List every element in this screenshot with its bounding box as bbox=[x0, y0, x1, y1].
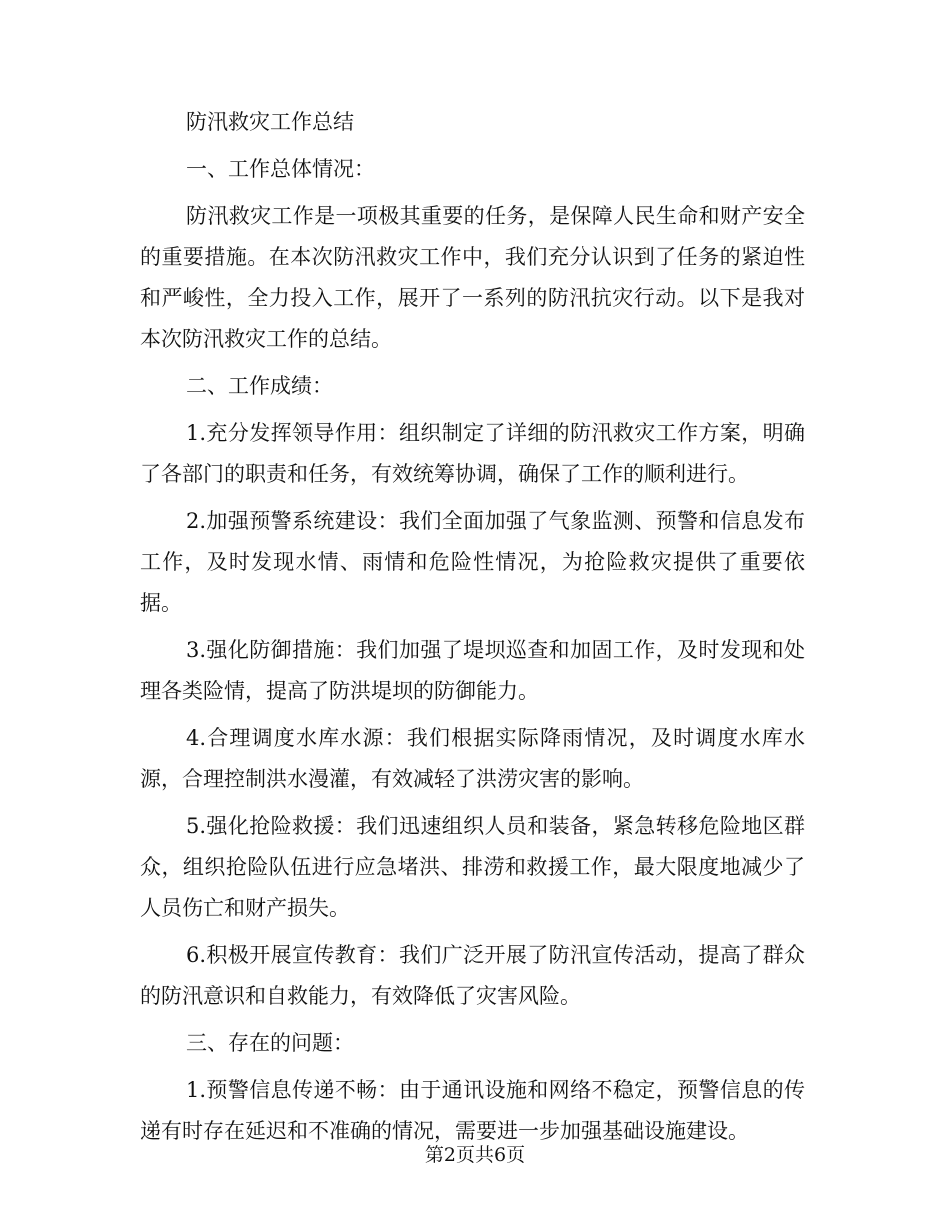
achievement-item: 3.强化防御措施：我们加强了堤坝巡查和加固工作，及时发现和处理各类险情，提高了防洪堤坝的防御能力。 bbox=[140, 638, 805, 703]
achievement-item: 6.积极开展宣传教育：我们广泛开展了防汛宣传活动，提高了群众的防汛意识和自救能力，有效降低了灾害风险。 bbox=[140, 943, 805, 1008]
section-heading-problems: 三、存在的问题： bbox=[186, 1031, 354, 1055]
section-heading-overview: 一、工作总体情况： bbox=[186, 157, 375, 181]
page-number-footer: 第2页共6页 bbox=[424, 1144, 526, 1166]
document-title: 防汛救灾工作总结 bbox=[186, 110, 354, 134]
section-heading-achievements: 二、工作成绩： bbox=[186, 374, 333, 398]
problem-item: 1.预警信息传递不畅：由于通讯设施和网络不稳定，预警信息的传递有时存在延迟和不准确的情况，需要进一步加强基础设施建设。 bbox=[140, 1078, 805, 1143]
achievement-item: 4.合理调度水库水源：我们根据实际降雨情况，及时调度水库水源，合理控制洪水漫灌，有效减轻了洪涝灾害的影响。 bbox=[140, 726, 805, 791]
paragraph-overview: 防汛救灾工作是一项极其重要的任务，是保障人民生命和财产安全的重要措施。在本次防汛救灾工作中，我们充分认识到了任务的紧迫性和严峻性，全力投入工作，展开了一系列的防汛抗灾行动。以下是我对本次防汛救灾工作的总结。 bbox=[140, 204, 805, 351]
document-body bbox=[140, 102, 805, 1152]
achievement-item: 1.充分发挥领导作用：组织制定了详细的防汛救灾工作方案，明确了各部门的职责和任务，有效统筹协调，确保了工作的顺利进行。 bbox=[140, 421, 805, 486]
achievement-item: 2.加强预警系统建设：我们全面加强了气象监测、预警和信息发布工作，及时发现水情、雨情和危险性情况，为抢险救灾提供了重要依据。 bbox=[140, 509, 805, 615]
achievement-item: 5.强化抢险救援：我们迅速组织人员和装备，紧急转移危险地区群众，组织抢险队伍进行应急堵洪、排涝和救援工作，最大限度地减少了人员伤亡和财产损失。 bbox=[140, 814, 805, 920]
